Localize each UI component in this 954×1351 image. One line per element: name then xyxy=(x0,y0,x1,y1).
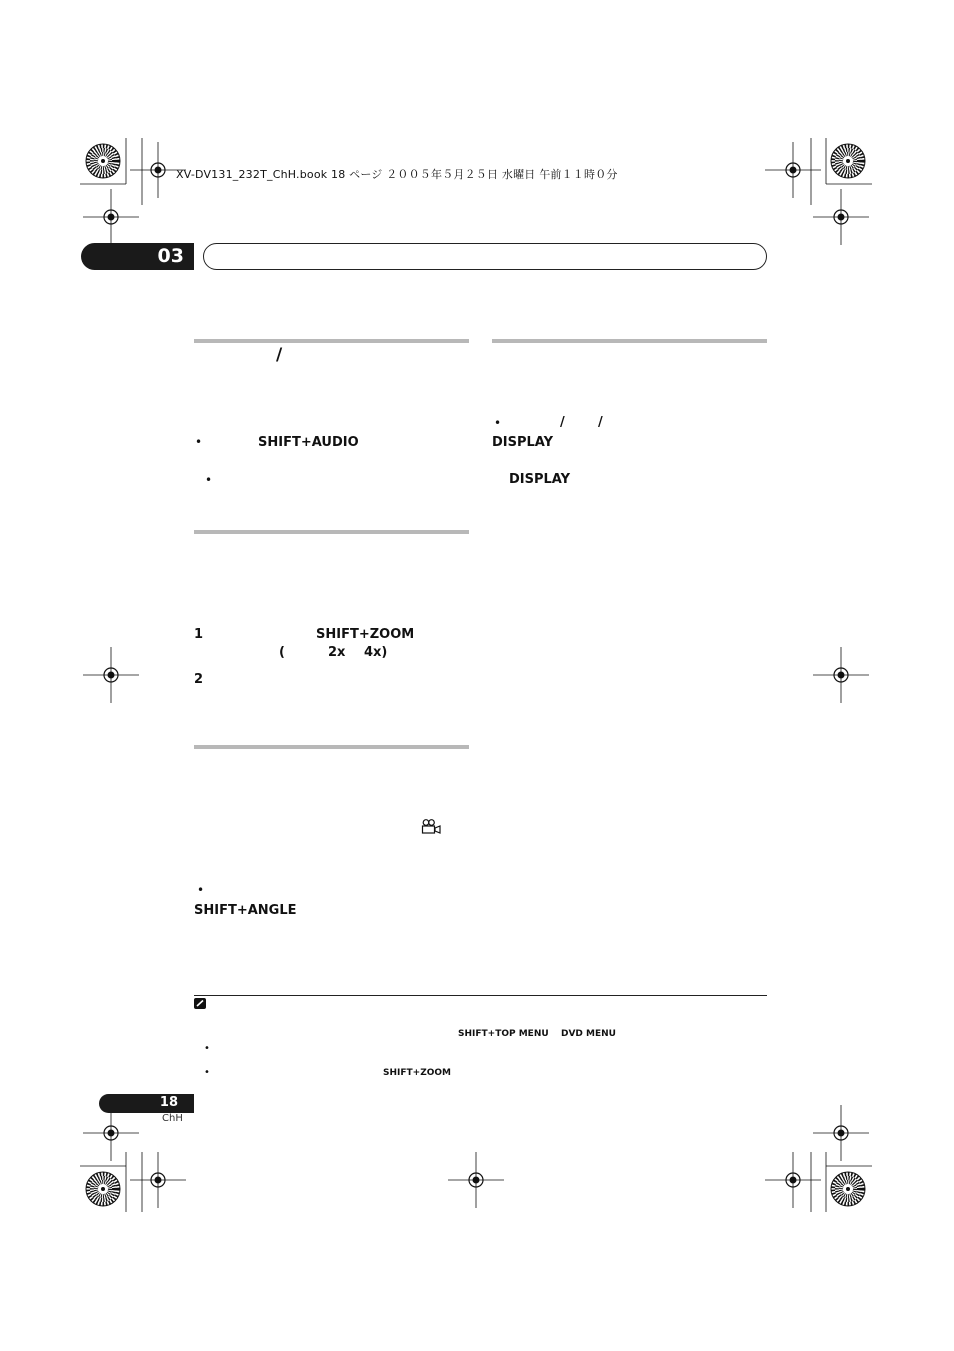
note-pencil-icon xyxy=(194,998,206,1009)
step-number-1: 1 xyxy=(194,627,204,642)
page-number: 18 xyxy=(159,1095,178,1110)
key-shift-zoom-note: SHIFT+ZOOM xyxy=(383,1068,451,1078)
page-number-tab xyxy=(99,1094,194,1113)
section-title-slash: / xyxy=(276,345,283,365)
zoom-paren: ( xyxy=(279,645,285,660)
key-dvd-menu: DVD MENU xyxy=(561,1029,616,1039)
section-rule-zoom xyxy=(194,530,469,534)
bullet-mark: • xyxy=(197,883,205,897)
bullet-mark: • xyxy=(204,1067,210,1078)
bullet-mark: • xyxy=(204,1043,210,1054)
key-display: DISPLAY xyxy=(509,472,571,487)
key-display: DISPLAY xyxy=(492,435,554,450)
file-info-header: XV-DV131_232T_ChH.book 18 ページ ２００５年５月２５日 水曜日 午前１１時０分 xyxy=(176,168,618,181)
chapter-number: 03 xyxy=(157,245,184,267)
slash-separator: / xyxy=(560,415,565,430)
key-shift-angle: SHIFT+ANGLE xyxy=(194,903,297,918)
chapter-title-bar xyxy=(203,243,767,270)
bullet-mark: • xyxy=(195,435,203,449)
section-rule-audio xyxy=(194,339,469,343)
language-code: ChH xyxy=(162,1113,183,1124)
slash-separator: / xyxy=(598,415,603,430)
camera-angle-icon xyxy=(421,819,441,834)
note-rule xyxy=(194,995,767,996)
zoom-option-4x: 4x) xyxy=(364,645,388,660)
section-rule-display xyxy=(492,339,767,343)
key-shift-zoom: SHIFT+ZOOM xyxy=(316,627,415,642)
chapter-tab xyxy=(81,243,194,270)
zoom-option-2x: 2x xyxy=(328,645,346,660)
bullet-mark: • xyxy=(494,416,502,430)
key-shift-top-menu: SHIFT+TOP MENU xyxy=(458,1029,549,1039)
step-number-2: 2 xyxy=(194,672,204,687)
section-rule-angle xyxy=(194,745,469,749)
bullet-mark: • xyxy=(205,473,213,487)
key-shift-audio: SHIFT+AUDIO xyxy=(258,435,359,450)
